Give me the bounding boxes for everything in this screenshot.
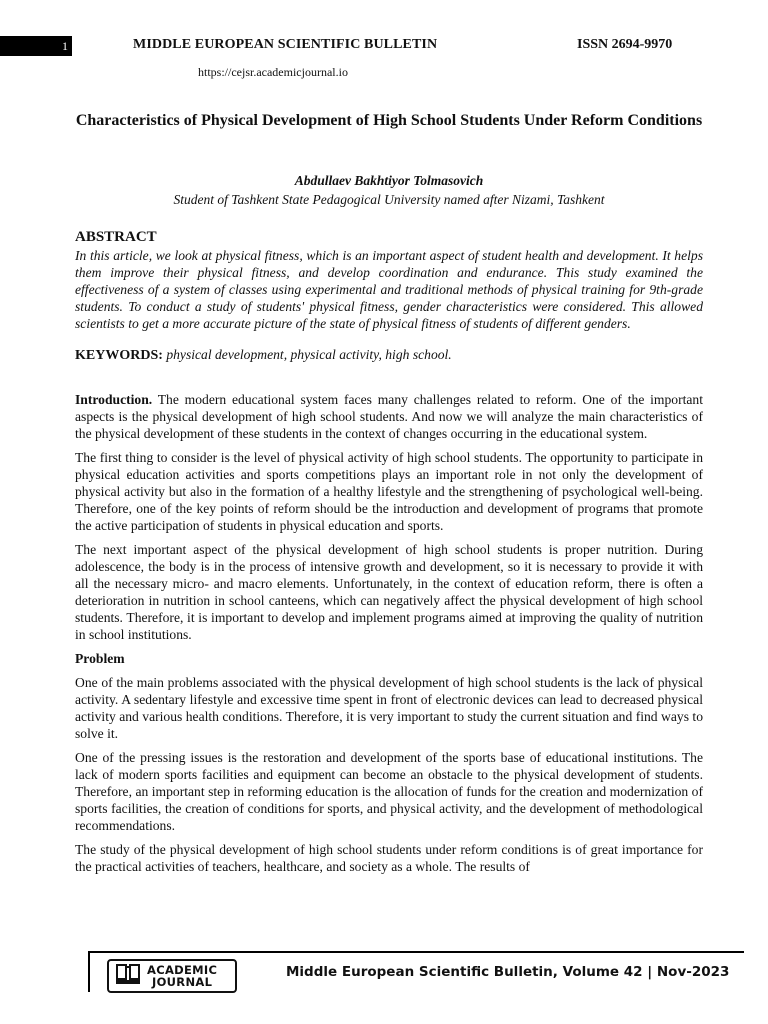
problem-heading: Problem <box>75 651 125 666</box>
academic-journal-logo <box>107 959 237 993</box>
abstract-text: In this article, we look at physical fitness, which is an important aspect of student health and development. It helps them improve their physical fitness, and develop coordination and endurance. This study examined the effectiveness of a system of classes using experimental and traditional methods of physical training for 9th-grade students. To conduct a study of students' physical fitness, gender characteristics were considered. This allowed scientists to get a more accurate picture of the state of physical fitness of students of different genders. <box>75 248 703 331</box>
footer-vertical-divider <box>88 952 90 992</box>
intro-text: The modern educational system faces many challenges related to reform. One of the important aspects is the physical development of high school students. And now we will analyze the main characteristics of the physical development of these students in the context of changes occurring in the educational system. <box>75 392 704 441</box>
logo-line-1: ACADEMIC <box>147 963 218 977</box>
logo-line-2: JOURNAL <box>152 975 213 989</box>
book-icon <box>115 962 141 991</box>
body-paragraph: The study of the physical development of high school students under reform conditions is of great importance for the practical activities of teachers, healthcare, and society as a whole. The results of <box>75 842 703 874</box>
footer-citation: Middle European Scientific Bulletin, Volume 42 | Nov-2023 <box>286 964 730 980</box>
keywords-text: physical development, physical activity, high school. <box>166 347 452 362</box>
abstract-heading: ABSTRACT <box>75 229 157 245</box>
body-paragraph: The next important aspect of the physical development of high school students is proper nutrition. During adolescence, the body is in the process of intensive growth and development, so it is necessary to provide it with all the necessary micro- and macro elements. Unfortunately, in the context of education reform, there is often a deterioration in nutrition in school canteens, which can negatively affect the physical development of high school students. Therefore, it is important to develop and implement programs aimed at improving the quality of nutrition in school institutions. <box>75 542 703 642</box>
journal-name: MIDDLE EUROPEAN SCIENTIFIC BULLETIN <box>133 37 438 52</box>
intro-label: Introduction. <box>75 392 153 407</box>
keywords-label: KEYWORDS: <box>75 348 163 363</box>
footer-divider <box>88 951 744 953</box>
journal-url[interactable]: https://cejsr.academicjournal.io <box>198 65 348 79</box>
intro-paragraph <box>75 391 703 442</box>
body-paragraph: One of the pressing issues is the restoration and development of the sports base of educational institutions. The lack of modern sports facilities and equipment can become an obstacle to the physical development of students. Therefore, an important step in reforming education is the allocation of funds for the creation and modernization of sports facilities, the creation of conditions for sports, and physical activity, and the development of methodological recommendations. <box>75 750 703 833</box>
article-body <box>75 229 703 875</box>
page-number: 1 <box>62 38 68 53</box>
body-paragraph: The first thing to consider is the level of physical activity of high school students. The opportunity to participate in physical education activities and sports competitions plays an important role in not only the development of physical activity but also in the formation of a healthy lifestyle and the strengthening of psychological well-being. Therefore, one of the key points of reform should be the introduction and development of programs that promote the active participation of students in physical education and sports. <box>75 450 703 533</box>
body-paragraph: One of the main problems associated with the physical development of high school students is the lack of physical activity. A sedentary lifestyle and excessive time spent in front of electronic devices can lead to decreased physical activity and various health conditions. Therefore, it is very important to study the current situation and find ways to solve it. <box>75 675 703 741</box>
keywords <box>75 346 703 364</box>
article-title: Characteristics of Physical Development of High School Students Under Reform Conditions <box>75 112 703 129</box>
author-name: Abdullaev Bakhtiyor Tolmasovich <box>294 173 484 188</box>
author-affiliation: Student of Tashkent State Pedagogical University named after Nizami, Tashkent <box>173 192 605 207</box>
issn: ISSN 2694-9970 <box>577 37 673 52</box>
page-number-bar <box>0 36 72 56</box>
